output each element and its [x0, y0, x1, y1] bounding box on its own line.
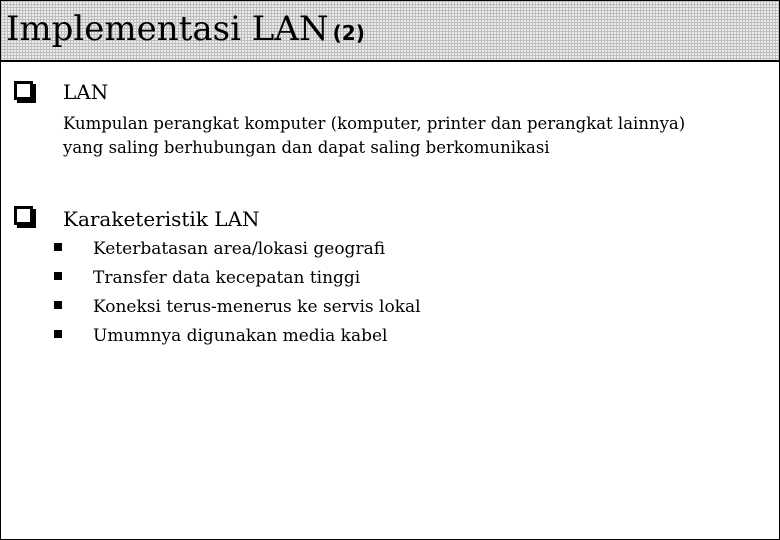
bullet-item [1, 324, 761, 352]
title-bar [1, 1, 779, 62]
bullet-item [1, 266, 761, 294]
square-bullet-icon [54, 301, 62, 309]
title-main: Implementasi LAN [6, 9, 329, 49]
bullet-item [1, 237, 761, 265]
description-line: yang saling berhubungan dan dapat saling berkomunikasi [63, 138, 550, 157]
section-heading-characteristics: Karaketeristik LAN [63, 207, 260, 231]
section-description [63, 112, 763, 160]
bullet-item [1, 295, 761, 323]
title-suffix: (2) [332, 21, 365, 45]
bullet-text: Umumnya digunakan media kabel [93, 326, 388, 346]
section-heading-lan: LAN [63, 80, 109, 104]
slide-title [6, 9, 365, 53]
bullet-text: Transfer data kecepatan tinggi [93, 268, 361, 288]
square-bullet-icon [54, 330, 62, 338]
checkbox-icon [14, 206, 33, 225]
checkbox-icon [14, 81, 33, 100]
description-line: Kumpulan perangkat komputer (komputer, printer dan perangkat lainnya) [63, 114, 686, 133]
bullet-text: Koneksi terus-menerus ke servis lokal [93, 297, 421, 317]
square-bullet-icon [54, 243, 62, 251]
bullet-text: Keterbatasan area/lokasi geografi [93, 239, 386, 259]
square-bullet-icon [54, 272, 62, 280]
